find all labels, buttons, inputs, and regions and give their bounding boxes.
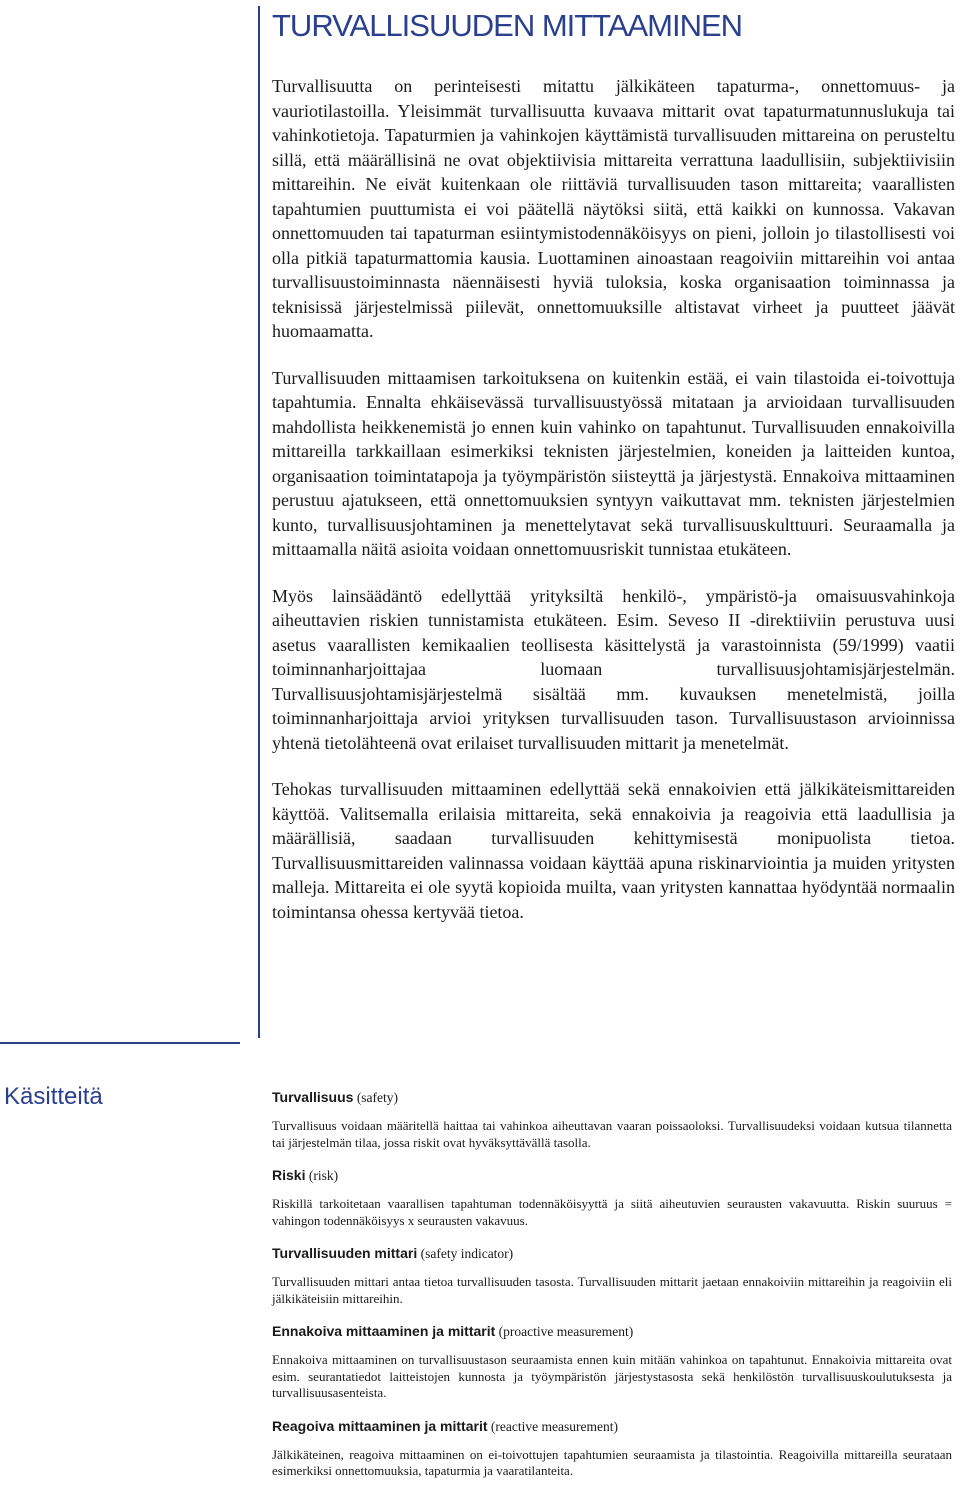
glossary-definition: Ennakoiva mittaaminen on turvallisuustason seuraamista ennen kuin mitään vahinkoa on tapahtunut. Ennakoivia mittareita ovat esim. seurantatiedot laitteistojen kunnosta ja työympäristön järjestystasosta sekä henkilöstön turvallisuuskoulutuksesta ja turvallisuusasenteista.: [272, 1352, 952, 1400]
side-rule: [0, 1042, 240, 1044]
glossary-term: Turvallisuuden mittari: [272, 1245, 418, 1261]
glossary-term-english: (safety indicator): [420, 1246, 514, 1261]
paragraph: Tehokas turvallisuuden mittaaminen edellyttää sekä ennakoivien että jälkikäteismittareiden käyttöä. Valitsemalla erilaisia mittareita, sekä ennakoivia ja reagoivia että laadullisia ja määrällisiä, saadaan turvallisuuden kehittymisestä monipuolista tietoa. Turvallisuusmittareiden valinnassa voidaan käyttää apuna riskinarviointia ja muiden yritysten malleja. Mittareita ei ole syytä kopioida muilta, vaan yritysten kannattaa hyödyntää normaalin toimintansa ohessa kertyvää tietoa.: [272, 779, 955, 922]
glossary-term-english: (safety): [356, 1090, 399, 1105]
page-title: TURVALLISUUDEN MITTAAMINEN: [272, 8, 743, 43]
glossary-definition: Riskillä tarkoitetaan vaarallisen tapahtuman todennäköisyyttä ja siitä aiheutuvien seurausten vakavuutta. Riskin suuruus = vahingon todennäköisyys x seurausten vakavuus.: [272, 1196, 952, 1228]
glossary-term: Reagoiva mittaaminen ja mittarit: [272, 1417, 488, 1434]
glossary-entry: [272, 1244, 952, 1307]
glossary-entry: [272, 1417, 952, 1480]
paragraph: Myös lainsäädäntö edellyttää yrityksiltä henkilö-, ympäristö-ja omaisuusvahinkoja aiheuttavien riskien tunnistamista etukäteen. Esim. Seveso II -direktiiviin perustuva uusi asetus vaarallisten kemikaalien teollisesta käsittelystä ja varastoinnista (59/1999) vaatii toiminnanharjoittajaa luomaan turvallisuusjohtamisjärjestelmän. Turvallisuusjohtamisjärjestelmä sisältää mm. kuvauksen menetelmistä, joilla toiminnanharjoittaja arvioi yrityksen turvallisuuden tason. Turvallisuustason arvioinnissa yhtenä tietolähteenä ovat erilaiset turvallisuuden mittarit ja menetelmät.: [272, 585, 955, 753]
glossary-entry: [272, 1322, 952, 1402]
vertical-rule: [258, 6, 260, 1038]
paragraph: Turvallisuutta on perinteisesti mitattu jälkikäteen tapaturma-, onnettomuus- ja vauriotilastoilla. Yleisimmät turvallisuutta kuvaava mittarit ovat tapaturmatunnuslukuja tai vahinkotietoja. Tapaturmien ja vahinkojen käyttämistä turvallisuuden mittareina on perusteltu sillä, että määrällisinä ne ovat objektiivisia mittareita verrattuna laadullisiin, subjektiivisiin mittareihin. Ne eivät kuitenkaan ole riittäviä turvallisuuden tason mittareita; vaarallisten tapahtumien puuttumista ei voi päätellä näytöksi siitä, että kaikki on kunnossa. Vakavan onnettomuuden tai tapaturman esiintymistodennäköisyys on pieni, jolloin jo tilastollisesti voi olla pitkiä tapaturmattomia kausia. Luottaminen ainoastaan reagoiviin mittareihin voi antaa turvallisuustoiminnasta näennäisesti hyviä tuloksia, koska organisaation toiminnassa ja teknisissä järjestelmissä piilevät, onnettomuuksille altistavat virheet ja puutteet jäävät huomaamatta.: [272, 76, 955, 341]
glossary-term-line: [272, 1417, 952, 1436]
glossary-term-line: [272, 1244, 952, 1263]
glossary-term: Turvallisuus: [272, 1089, 354, 1105]
glossary-term: Riski: [272, 1167, 306, 1183]
glossary-entry: [272, 1088, 952, 1151]
paragraph: Turvallisuuden mittaamisen tarkoituksena on kuitenkin estää, ei vain tilastoida ei-toivottuja tapahtumia. Ennalta ehkäisevässä turvallisuustyössä mitataan ja arvioidaan turvallisuuden mahdollista heikkenemistä jo ennen kuin vahinko on tapahtunut. Turvallisuuden ennakoivilla mittareilla tarkkaillaan esimerkiksi teknisten järjestelmien, koneiden ja laitteiden kuntoa, organisaation toimintatapoja ja työympäristön siisteyttä ja järjestystä. Ennakoiva mittaaminen perustuu ajatukseen, että onnettomuuksien syntyyn vaikuttavat mm. teknisten järjestelmien kunto, turvallisuusjohtaminen ja menettelytavat sekä turvallisuuskulttuuri. Seuraamalla ja mittaamalla näitä asioita voidaan onnettomuusriskit tunnistaa etukäteen.: [272, 367, 955, 559]
glossary-term-line: [272, 1322, 952, 1341]
glossary-term-line: [272, 1166, 952, 1185]
glossary-definition: Jälkikäteinen, reagoiva mittaaminen on ei-toivottujen tapahtumien seuraamista ja tilastointia. Reagoivilla mittareilla seurataan esimerkiksi onnettomuuksia, tapaturmia ja vaaratilanteita.: [272, 1446, 952, 1478]
glossary-definition: Turvallisuus voidaan määritellä haittaa tai vahinkoa aiheuttavan vaaran poissaoloksi. Turvallisuudeksi voidaan kutsua tilannetta tai järjestelmän tilaa, jossa riskit ovat hyväksyttävällä tasolla.: [272, 1118, 952, 1150]
glossary-term-english: (risk): [308, 1168, 339, 1183]
glossary-term-line: [272, 1088, 952, 1107]
glossary: [272, 1088, 952, 1495]
glossary-definition: Turvallisuuden mittari antaa tietoa turvallisuuden tasosta. Turvallisuuden mittarit jaetaan ennakoiviin mittareihin ja reagoiviin eli jälkikäteisiin mittareihin.: [272, 1274, 952, 1306]
glossary-entry: [272, 1166, 952, 1229]
glossary-term: Ennakoiva mittaaminen ja mittarit: [272, 1323, 496, 1339]
glossary-heading: Käsitteitä: [4, 1083, 103, 1110]
glossary-term-english: (proactive measurement): [498, 1324, 634, 1339]
article-body: [272, 74, 955, 946]
glossary-term-english: (reactive measurement): [490, 1418, 618, 1434]
